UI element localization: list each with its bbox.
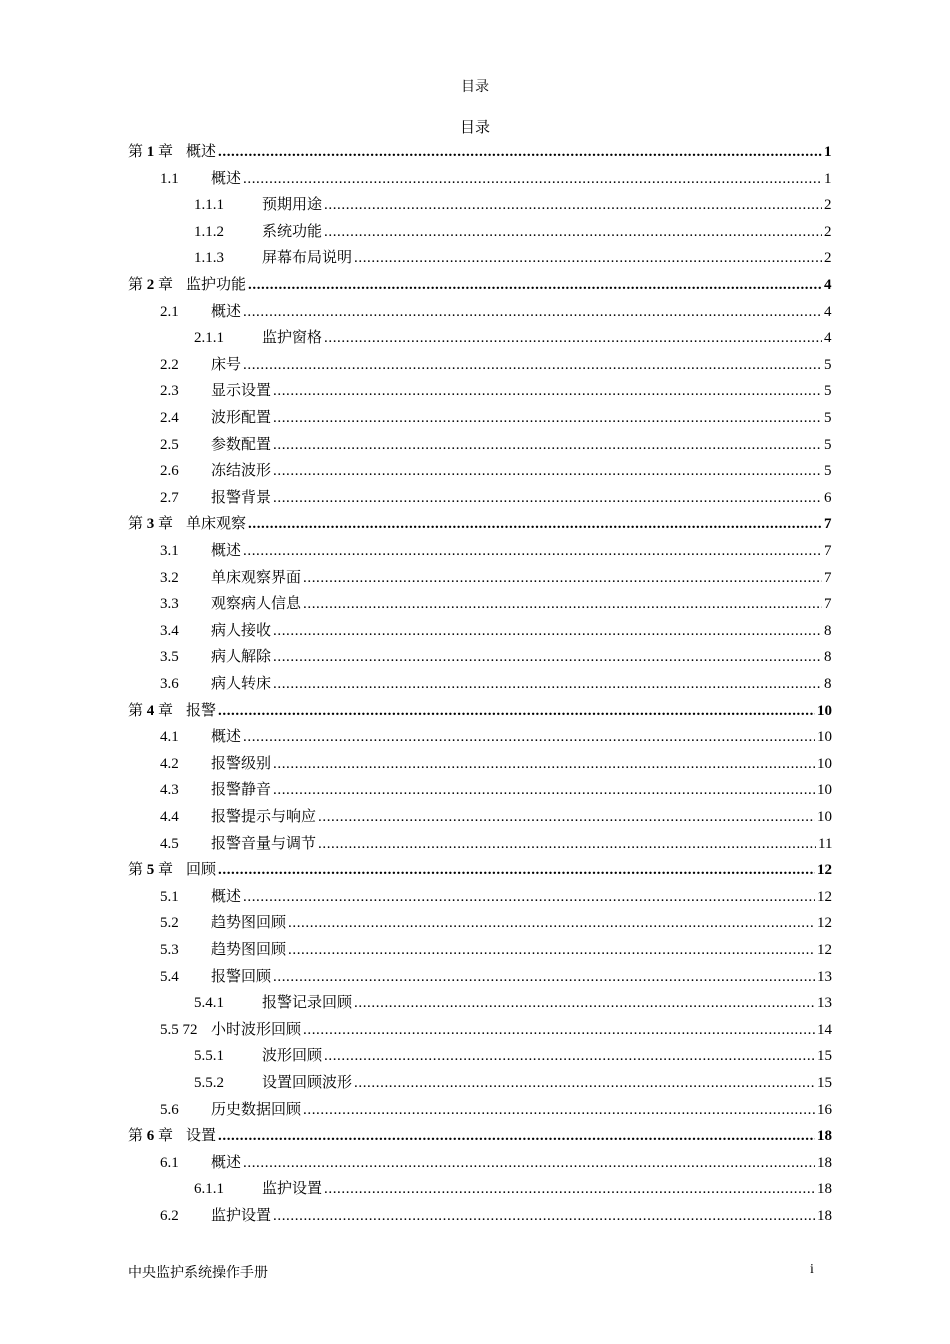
toc-chapter-entry[interactable] (0, 858, 950, 882)
toc-entry-number: 5.3 (160, 942, 179, 958)
toc-dot-leader (318, 832, 816, 856)
toc-entry-label: 监护功能 (186, 277, 247, 293)
toc-dot-leader (273, 379, 822, 403)
toc-entry-number: 6.1 (160, 1154, 179, 1171)
toc-entry-number: 4.5 (160, 835, 179, 852)
toc-chapter-entry[interactable] (0, 1124, 950, 1148)
toc-entry-number: 第 3 章 (128, 516, 174, 533)
toc-entry-label: 设置回顾波形 (262, 1075, 353, 1091)
toc-entry-label: 单床观察界面 (211, 569, 302, 586)
toc-entry-page: 5 (824, 436, 832, 453)
toc-subsection-entry[interactable] (0, 326, 950, 350)
toc-dot-leader (273, 406, 822, 430)
toc-entry-number: 2.7 (160, 489, 179, 506)
toc-entry-label: 病人接收 (211, 622, 272, 639)
toc-entry-label: 报警静音 (211, 782, 272, 799)
toc-entry-page: 18 (817, 1154, 832, 1171)
toc-entry-page: 12 (817, 862, 832, 879)
toc-entry-label: 报警背景 (211, 489, 272, 506)
toc-section-entry[interactable] (0, 459, 950, 483)
toc-section-entry[interactable] (0, 805, 950, 829)
toc-entry-number: 5.5 72 (160, 1021, 198, 1038)
toc-entry-number: 3.5 (160, 649, 179, 666)
footer-page-number: i (810, 1262, 814, 1277)
toc-entry-label: 波形回顾 (262, 1048, 323, 1065)
toc-entry-label: 显示设置 (211, 383, 272, 400)
toc-entry-label: 屏幕布局说明 (262, 250, 353, 267)
toc-subsection-entry[interactable] (0, 1071, 950, 1095)
toc-dot-leader (273, 486, 822, 510)
toc-entry-page: 6 (824, 489, 832, 506)
toc-entry-number: 6.1.1 (194, 1181, 224, 1198)
toc-entry-number: 4.1 (160, 729, 179, 746)
toc-entry-page: 12 (817, 915, 832, 932)
toc-section-entry[interactable] (0, 1098, 950, 1122)
toc-dot-leader (273, 752, 815, 776)
toc-entry-number: 3.4 (160, 622, 179, 639)
toc-section-entry[interactable] (0, 752, 950, 776)
toc-entry-page: 8 (824, 676, 832, 692)
toc-entry-label: 趋势图回顾 (211, 942, 287, 958)
toc-section-entry[interactable] (0, 539, 950, 563)
toc-entry-page: 1 (824, 144, 832, 160)
toc-dot-leader (288, 938, 815, 962)
toc-dot-leader (324, 193, 822, 217)
toc-subsection-entry[interactable] (0, 991, 950, 1015)
toc-entry-label: 报警提示与响应 (211, 809, 317, 825)
toc-entry-label: 报警音量与调节 (211, 835, 317, 852)
toc-entry-number: 第 2 章 (128, 277, 174, 293)
toc-entry-number: 5.2 (160, 915, 179, 932)
toc-entry-label: 小时波形回顾 (211, 1021, 302, 1038)
toc-entry-number: 第 4 章 (128, 702, 174, 719)
toc-entry-page: 8 (824, 622, 832, 639)
toc-entry-number: 第 5 章 (128, 862, 174, 879)
toc-entry-label: 概述 (211, 303, 242, 320)
toc-chapter-entry[interactable] (0, 140, 950, 164)
toc-entry-label: 设置 (186, 1128, 217, 1145)
toc-section-entry[interactable] (0, 379, 950, 403)
toc-entry-label: 监护窗格 (262, 330, 323, 347)
toc-entry-page: 4 (824, 277, 832, 293)
toc-dot-leader (303, 1018, 815, 1042)
toc-entry-page: 8 (824, 649, 832, 666)
toc-dot-leader (273, 1204, 815, 1228)
toc-subsection-entry[interactable] (0, 1044, 950, 1068)
toc-entry-label: 波形配置 (211, 410, 272, 426)
toc-entry-label: 概述 (186, 144, 217, 160)
toc-entry-page: 2 (824, 250, 832, 267)
toc-entry-page: 18 (817, 1181, 832, 1198)
toc-entry-page: 18 (817, 1128, 832, 1145)
toc-chapter-entry[interactable] (0, 699, 950, 723)
toc-entry-number: 3.1 (160, 543, 179, 559)
toc-entry-number: 4.2 (160, 755, 179, 772)
toc-entry-page: 5 (824, 463, 832, 480)
toc-entry-page: 5 (824, 356, 832, 373)
toc-entry-page: 10 (817, 809, 832, 825)
toc-entry-page: 4 (824, 303, 832, 320)
toc-entry-number: 1.1 (160, 170, 179, 187)
toc-entry-label: 病人解除 (211, 649, 272, 666)
toc-entry-page: 4 (824, 330, 832, 347)
toc-section-entry[interactable] (0, 566, 950, 590)
toc-entry-number: 2.3 (160, 383, 179, 400)
toc-section-entry[interactable] (0, 832, 950, 856)
toc-dot-leader (243, 167, 822, 191)
toc-section-entry[interactable] (0, 1151, 950, 1175)
toc-entry-number: 3.3 (160, 596, 179, 613)
toc-section-entry[interactable] (0, 725, 950, 749)
toc-entry-label: 概述 (211, 1154, 242, 1171)
toc-entry-page: 13 (817, 968, 832, 985)
toc-dot-leader (273, 433, 822, 457)
toc-entry-number: 5.4.1 (194, 995, 224, 1012)
toc-dot-leader (303, 1098, 815, 1122)
toc-chapter-entry[interactable] (0, 273, 950, 297)
toc-entry-page: 10 (817, 782, 832, 799)
toc-chapter-entry[interactable] (0, 512, 950, 536)
toc-dot-leader (243, 539, 822, 563)
footer-manual-title: 中央监护系统操作手册 (128, 1266, 268, 1281)
toc-entry-page: 15 (817, 1075, 832, 1091)
toc-section-entry[interactable] (0, 645, 950, 669)
toc-entry-label: 参数配置 (211, 436, 272, 453)
toc-entry-page: 15 (817, 1048, 832, 1065)
toc-entry-label: 报警记录回顾 (262, 995, 353, 1012)
toc-entry-page: 2 (824, 223, 832, 240)
toc-title: 目录 (459, 120, 490, 136)
toc-entry-label: 观察病人信息 (211, 596, 302, 613)
toc-section-entry[interactable] (0, 433, 950, 457)
toc-entry-number: 第 6 章 (128, 1128, 174, 1145)
toc-dot-leader (273, 459, 822, 483)
toc-entry-page: 11 (818, 835, 833, 852)
toc-entry-page: 10 (817, 702, 832, 719)
toc-entry-number: 1.1.3 (194, 250, 224, 267)
toc-entry-label: 报警 (186, 702, 217, 719)
toc-section-entry[interactable] (0, 406, 950, 430)
toc-section-entry[interactable] (0, 353, 950, 377)
toc-entry-page: 12 (817, 888, 832, 905)
toc-entry-number: 3.2 (160, 569, 179, 586)
toc-dot-leader (288, 911, 815, 935)
toc-dot-leader (273, 778, 815, 802)
toc-dot-leader (218, 699, 815, 723)
toc-section-entry[interactable] (0, 911, 950, 935)
toc-entry-page: 10 (817, 755, 832, 772)
toc-entry-page: 7 (824, 516, 832, 533)
toc-dot-leader (354, 246, 822, 270)
toc-entry-number: 1.1.1 (194, 197, 224, 214)
toc-dot-leader (318, 805, 815, 829)
toc-dot-leader (243, 300, 822, 324)
toc-entry-label: 概述 (211, 170, 242, 187)
toc-entry-label: 系统功能 (262, 223, 323, 240)
toc-dot-leader (273, 645, 822, 669)
toc-dot-leader (218, 858, 815, 882)
toc-subsection-entry[interactable] (0, 1177, 950, 1201)
toc-entry-page: 1 (824, 170, 832, 187)
toc-subsection-entry[interactable] (0, 246, 950, 270)
toc-entry-label: 监护设置 (262, 1181, 323, 1198)
toc-entry-page: 12 (817, 942, 832, 958)
toc-dot-leader (324, 1177, 815, 1201)
toc-entry-number: 4.4 (160, 809, 179, 825)
toc-entry-number: 2.6 (160, 463, 179, 480)
toc-dot-leader (243, 1151, 815, 1175)
toc-entry-page: 18 (817, 1208, 832, 1224)
toc-entry-number: 2.5 (160, 436, 179, 453)
toc-entry-label: 病人转床 (211, 676, 272, 692)
toc-subsection-entry[interactable] (0, 193, 950, 217)
toc-entry-number: 5.1 (160, 888, 179, 905)
toc-dot-leader (324, 326, 822, 350)
toc-entry-label: 趋势图回顾 (211, 915, 287, 932)
toc-dot-leader (243, 725, 815, 749)
toc-entry-number: 5.6 (160, 1101, 179, 1118)
toc-dot-leader (218, 1124, 815, 1148)
toc-entry-number: 2.1.1 (194, 330, 224, 347)
toc-dot-leader (303, 566, 822, 590)
toc-entry-page: 2 (824, 197, 832, 214)
toc-dot-leader (243, 885, 815, 909)
toc-section-entry[interactable] (0, 1204, 950, 1228)
toc-entry-number: 5.4 (160, 968, 179, 985)
toc-section-entry[interactable] (0, 672, 950, 696)
toc-entry-label: 床号 (211, 356, 242, 373)
toc-subsection-entry[interactable] (0, 220, 950, 244)
toc-entry-label: 回顾 (186, 862, 217, 879)
toc-section-entry[interactable] (0, 486, 950, 510)
toc-dot-leader (303, 592, 822, 616)
toc-section-entry[interactable] (0, 885, 950, 909)
toc-section-entry[interactable] (0, 300, 950, 324)
toc-entry-number: 3.6 (160, 676, 179, 692)
toc-section-entry[interactable] (0, 965, 950, 989)
toc-dot-leader (273, 672, 822, 696)
toc-section-entry[interactable] (0, 778, 950, 802)
toc-dot-leader (324, 220, 822, 244)
toc-entry-label: 预期用途 (262, 197, 323, 214)
toc-entry-page: 7 (824, 543, 832, 559)
toc-dot-leader (354, 991, 815, 1015)
toc-dot-leader (273, 619, 822, 643)
toc-entry-page: 10 (817, 729, 832, 746)
toc-entry-number: 5.5.2 (194, 1075, 224, 1091)
toc-entry-page: 5 (824, 383, 832, 400)
toc-entry-page: 13 (817, 995, 832, 1012)
toc-section-entry[interactable] (0, 592, 950, 616)
toc-entry-number: 1.1.2 (194, 223, 224, 240)
page-header: 目录 (461, 80, 489, 95)
toc-section-entry[interactable] (0, 938, 950, 962)
toc-section-entry[interactable] (0, 619, 950, 643)
toc-section-entry[interactable] (0, 1018, 950, 1042)
toc-entry-label: 概述 (211, 729, 242, 746)
toc-dot-leader (218, 140, 822, 164)
toc-dot-leader (243, 353, 822, 377)
toc-entry-label: 概述 (211, 543, 242, 559)
toc-dot-leader (324, 1044, 815, 1068)
toc-section-entry[interactable] (0, 167, 950, 191)
toc-entry-number: 6.2 (160, 1208, 179, 1224)
toc-entry-page: 14 (817, 1021, 832, 1038)
toc-entry-number: 4.3 (160, 782, 179, 799)
toc-entry-page: 16 (817, 1101, 832, 1118)
toc-dot-leader (248, 273, 822, 297)
toc-entry-label: 概述 (211, 888, 242, 905)
toc-entry-number: 2.4 (160, 410, 179, 426)
toc-entry-label: 报警回顾 (211, 968, 272, 985)
toc-entry-number: 5.5.1 (194, 1048, 224, 1065)
toc-entry-label: 单床观察 (186, 516, 247, 533)
toc-entry-page: 7 (824, 596, 832, 613)
toc-entry-page: 5 (824, 410, 832, 426)
toc-entry-number: 2.2 (160, 356, 179, 373)
toc-entry-label: 报警级别 (211, 755, 272, 772)
toc-dot-leader (273, 965, 815, 989)
toc-entry-label: 冻结波形 (211, 463, 272, 480)
toc-entry-label: 历史数据回顾 (211, 1101, 302, 1118)
toc-entry-number: 2.1 (160, 303, 179, 320)
toc-dot-leader (248, 512, 822, 536)
toc-entry-label: 监护设置 (211, 1208, 272, 1224)
toc-entry-number: 第 1 章 (128, 144, 174, 160)
toc-entry-page: 7 (824, 569, 832, 586)
toc-dot-leader (354, 1071, 815, 1095)
